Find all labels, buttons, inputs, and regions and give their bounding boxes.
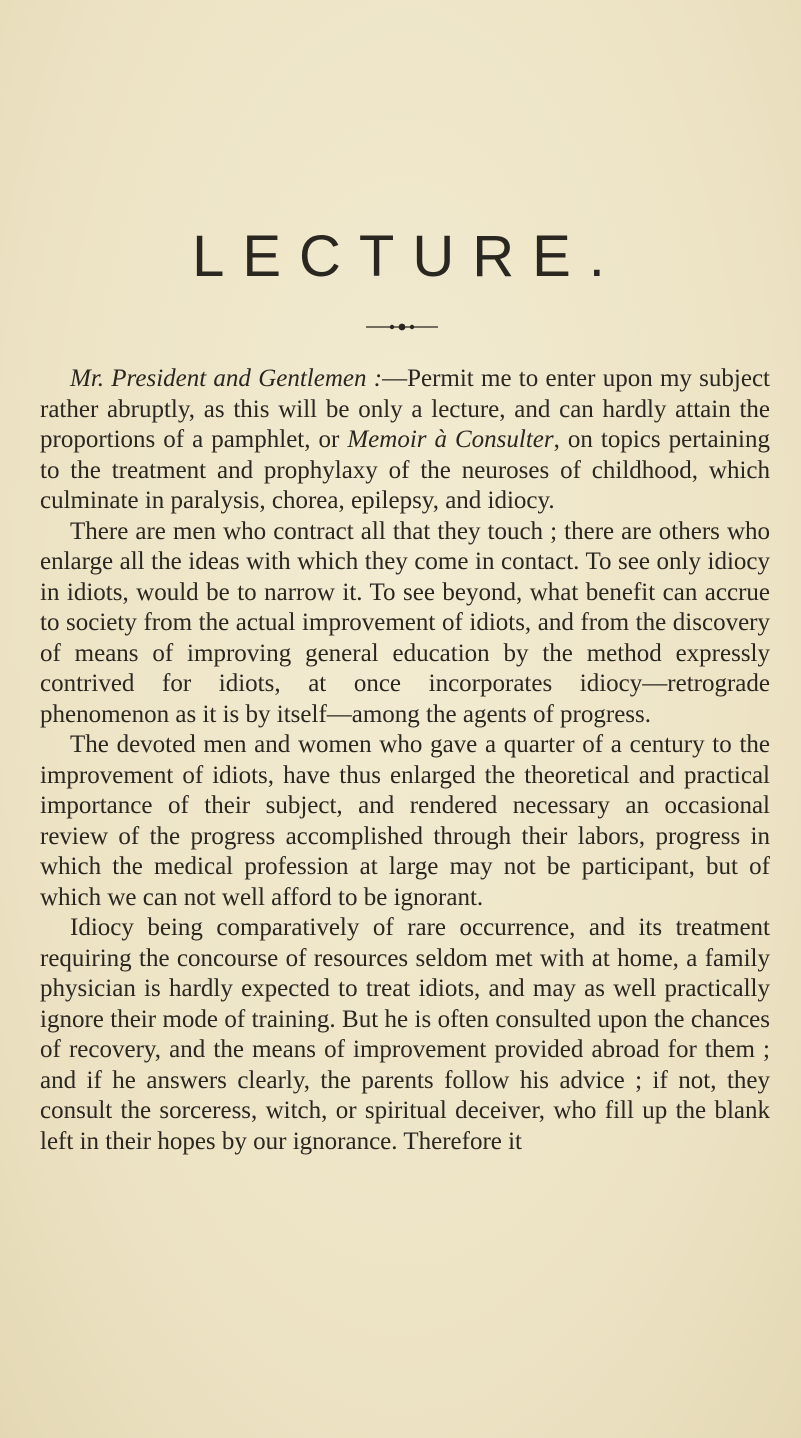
chapter-heading: LECTURE. [192, 224, 623, 289]
paragraph-text: —Permit me to enter upon my subject rather abruptly, as this will be only a lecture, and can hardly attain the proportions of a pamphlet, or [40, 365, 770, 453]
paragraph-text: , on topics pertaining to the treatment and prophylaxy of the neuroses of childhood, which culminate in paralysis, chorea, epilepsy, and idiocy. [40, 426, 770, 514]
lecture-body [40, 364, 770, 1157]
paragraph-opening [40, 364, 770, 517]
ornamental-rule [366, 322, 438, 332]
paragraph: There are men who contract all that they touch ; there are others who enlarge all the ideas with which they come in contact. To see only idiocy in idiots, would be to narrow it. To see beyond, what benefit can accrue to society from the actual improvement of idiots, and from the discovery of means of improving general education by the method expressly contrived for idiots, at once incorporates idiocy—retrograde phenomenon as it is by itself—among the agents of progress. [40, 517, 770, 728]
paragraph: The devoted men and women who gave a quarter of a century to the improvement of idiots, have thus enlarged the theoretical and practical importance of their subject, and rendered necessary an occasional review of the progress accomplished through their labors, progress in which the medical profession at large may not be participant, but of which we can not well afford to be ignorant. [40, 731, 770, 911]
paragraph: Idiocy being comparatively of rare occurrence, and its treatment requiring the concourse of resources seldom met with at home, a family physician is hardly expected to treat idiots, and may as well practically ignore their mode of training. But he is often consulted upon the chances of recovery, and the means of improvement provided abroad for them ; and if he answers clearly, the parents follow his advice ; if not, they consult the sorceress, witch, or spiritual deceiver, who fill up the blank left in their hopes by our ignorance. Therefore it [40, 914, 770, 1155]
salutation: Mr. President and Gentlemen : [70, 365, 383, 392]
memoir-title: Memoir à Consulter [347, 426, 554, 453]
